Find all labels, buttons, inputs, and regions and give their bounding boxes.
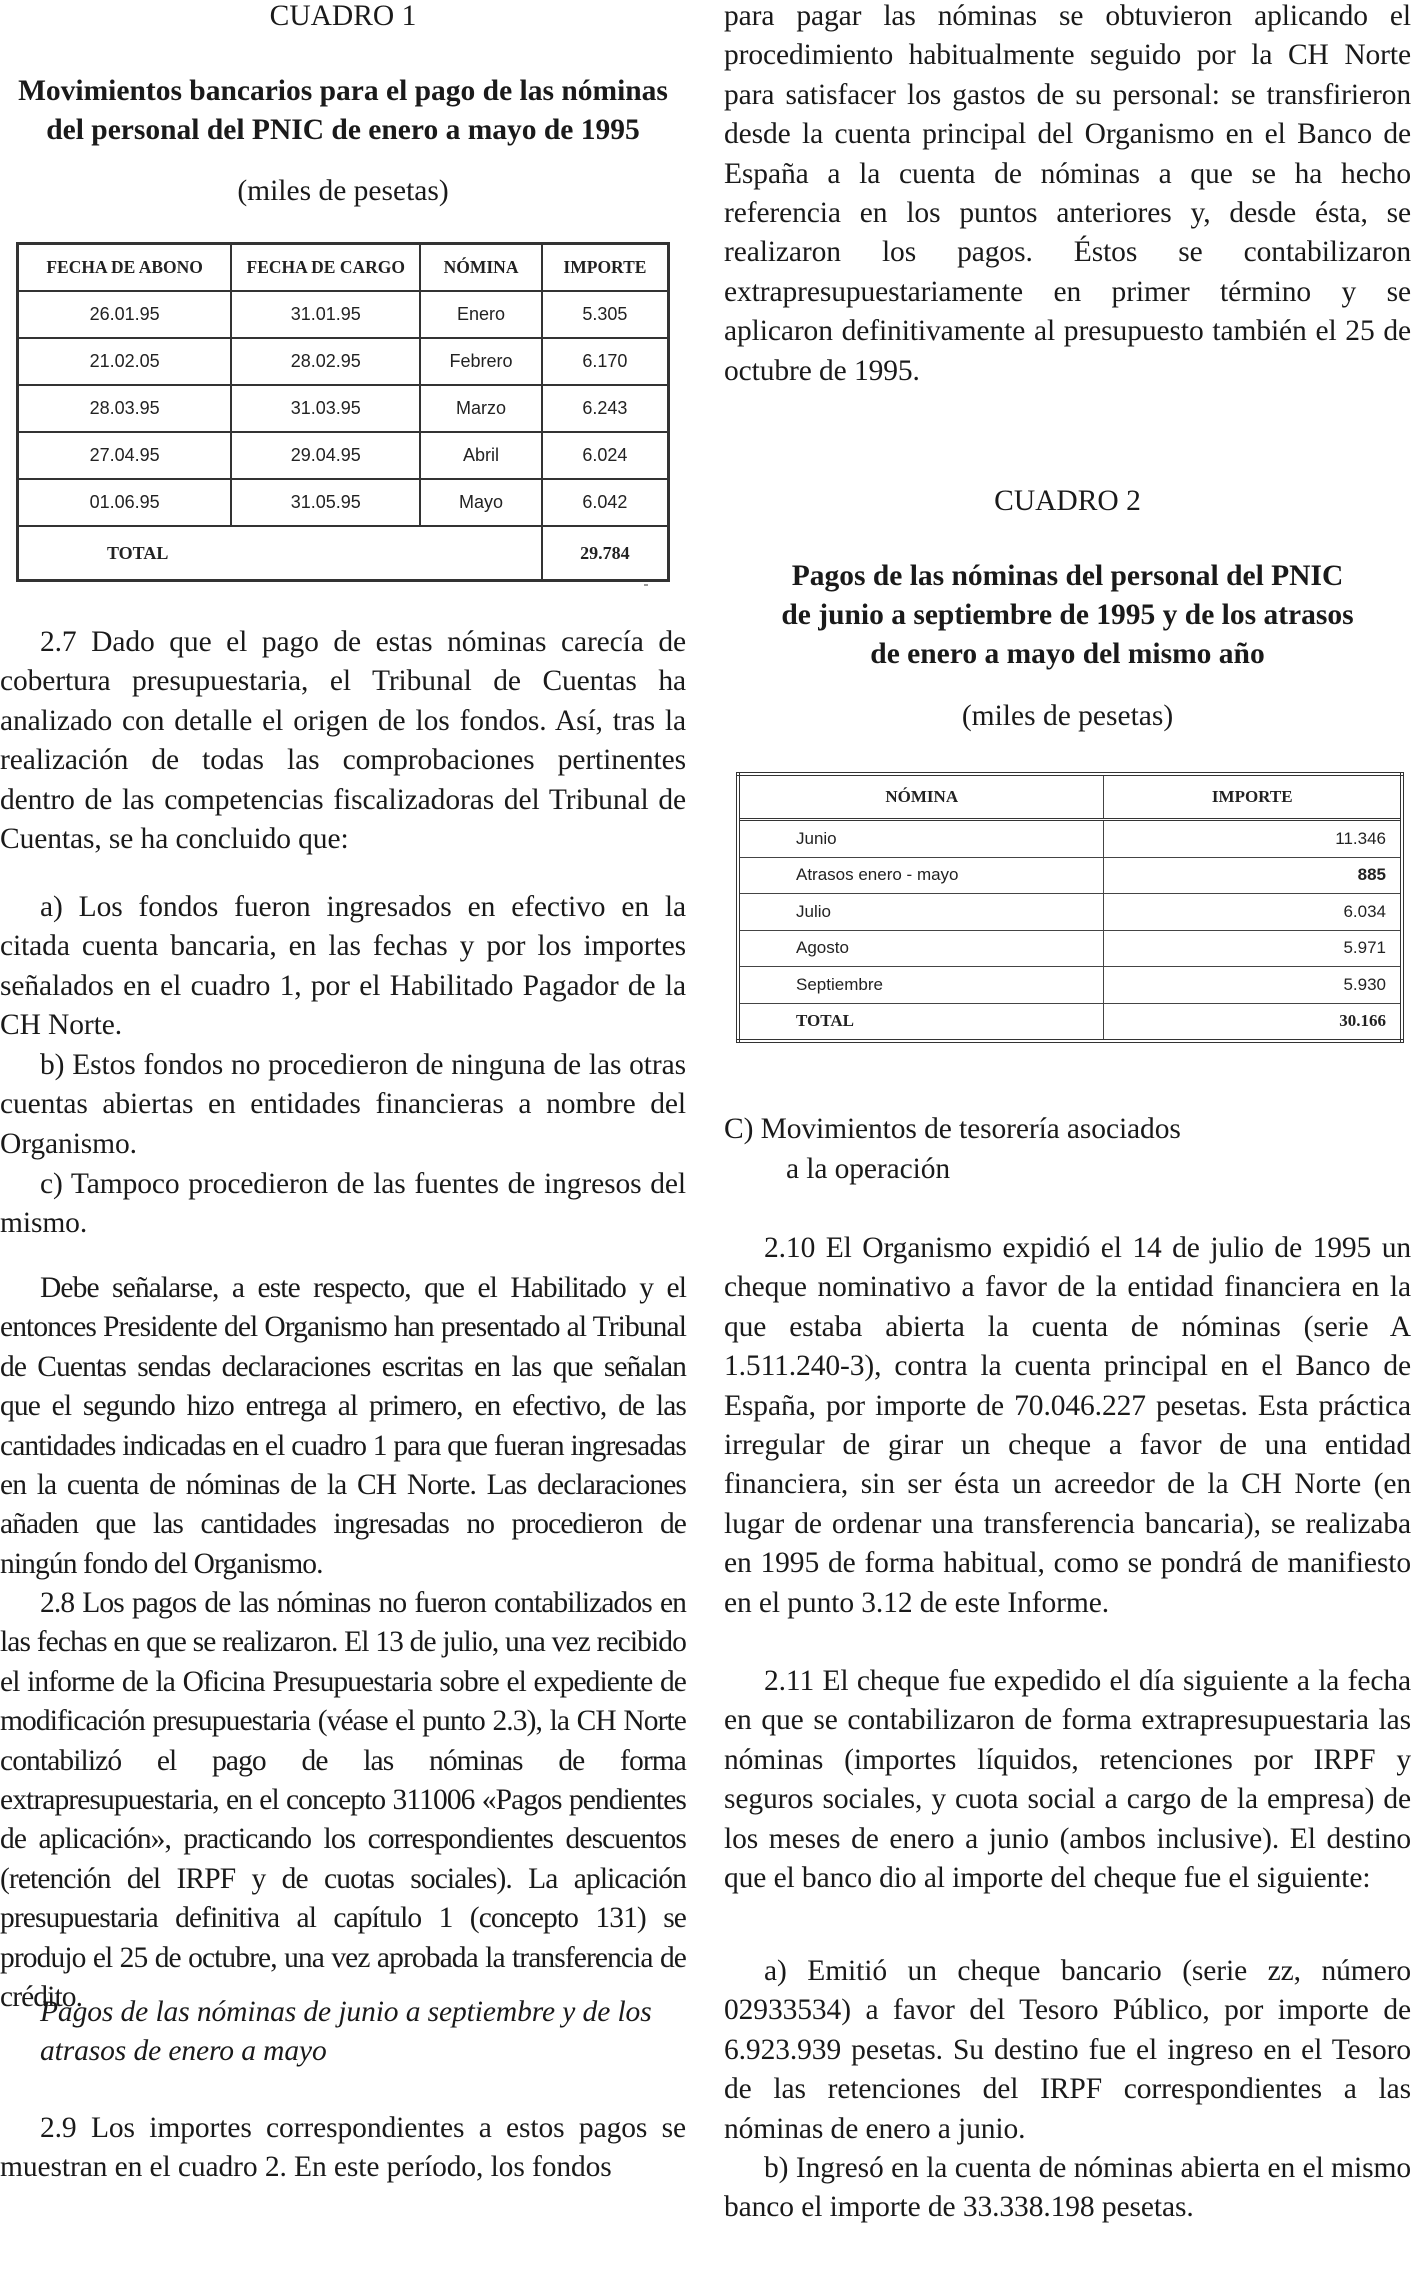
table-cell: Abril xyxy=(420,432,542,479)
column-header: IMPORTE xyxy=(542,244,669,292)
table-total-row xyxy=(18,526,669,581)
table-cell: 27.04.95 xyxy=(18,432,232,479)
paragraph-right-b: b) Ingresó en la cuenta de nóminas abierta en el mismo banco el importe de 33.338.198 pesetas. xyxy=(724,2152,1411,2224)
table-cell: Mayo xyxy=(420,479,542,526)
table-row xyxy=(738,967,1402,1004)
paragraph-continuation: para pagar las nóminas se obtuvieron aplicando el procedimiento habitualmente seguido por la CH Norte para satisfacer los gastos de su personal: se transfirieron desde la cuenta principal del Organismo en el Banco de España a la cuenta de nóminas a que se ha hecho referencia en los puntos anteriores y, desde ésta, se realizaron los pagos. Éstos se contabilizaron extrapresupuestariamente en primer término y se aplicaron definitivamente al presupuesto también el 25 de octubre de 1995. xyxy=(724,0,1411,387)
table-row xyxy=(18,291,669,338)
table-cell: 6.170 xyxy=(542,338,669,385)
table-row xyxy=(738,820,1402,858)
table-cell: Febrero xyxy=(420,338,542,385)
scan-mark xyxy=(644,584,648,586)
column-header: NÓMINA xyxy=(420,244,542,292)
paragraph-c: c) Tampoco procedieron de las fuentes de ingresos del mismo. xyxy=(0,1168,686,1240)
paragraph-2-9: 2.9 Los importes correspondientes a estos pagos se muestran en el cuadro 2. En este período, los fondos xyxy=(0,2112,686,2184)
table-row xyxy=(18,385,669,432)
cuadro1-table xyxy=(16,242,670,582)
paragraph-2-7: 2.7 Dado que el pago de estas nóminas carecía de cobertura presupuestaria, el Tribunal de Cuentas ha analizado con detalle el origen de los fondos. Así, tras la realización de todas las comprobaciones pertinentes dentro de las competencias fiscalizadoras del Tribunal de Cuentas, se ha concluido que: xyxy=(0,626,686,856)
column-header: FECHA DE ABONO xyxy=(18,244,232,292)
table-cell: 6.042 xyxy=(542,479,669,526)
cuadro2-title-line2: de junio a septiembre de 1995 y de los atrasos xyxy=(781,599,1354,631)
subheading-junio-septiembre: Pagos de las nóminas de junio a septiembre y de los atrasos de enero a mayo xyxy=(40,1996,652,2068)
total-value: 30.166 xyxy=(1104,1003,1402,1041)
cuadro1-label: CUADRO 1 xyxy=(269,0,417,32)
section-c-heading-line2: a la operación xyxy=(786,1153,951,1185)
paragraph-2-11: 2.11 El cheque fue expedido el día siguiente a la fecha en que se contabilizaron de forma extrapresupuestaria las nóminas (importes líquidos, retenciones por IRPF y seguros sociales, y cuota social a cargo de la empresa) de los meses de enero a junio (ambos inclusive). El destino que el banco dio al importe del cheque fue el siguiente: xyxy=(724,1665,1411,1895)
table-cell: 28.02.95 xyxy=(231,338,420,385)
cuadro1-title-line1: Movimientos bancarios para el pago de las nóminas xyxy=(18,75,668,107)
table-cell: Enero xyxy=(420,291,542,338)
total-label: TOTAL xyxy=(18,526,542,581)
cuadro2-title-line1: Pagos de las nóminas del personal del PNIC xyxy=(791,560,1344,592)
cuadro1-title-line2: del personal del PNIC de enero a mayo de 1995 xyxy=(46,114,640,146)
paragraph-2-8: 2.8 Los pagos de las nóminas no fueron contabilizados en las fechas en que se realizaron. El 13 de julio, una vez recibido el informe de la Oficina Presupuestaria sobre el expediente de modificación presupuestaria (véase el punto 2.3), la CH Norte contabilizó el pago de las nóminas de forma extrapresupuestaria, en el concepto 311006 «Pagos pendientes de aplicación», practicando los correspondientes descuentos (retención del IRPF y de cuotas sociales). La aplicación presupuestaria definitiva al capítulo 1 (concepto 131) se produjo el 25 de octubre, una vez aprobada la transferencia de crédito. xyxy=(0,1587,686,2014)
table-header-row xyxy=(18,244,669,292)
table-cell: 11.346 xyxy=(1104,820,1402,858)
paragraph-right-a: a) Emitió un cheque bancario (serie zz, número 02933534) a favor del Tesoro Público, por importe de 6.923.939 pesetas. Su destino fue el ingreso en el Tesoro de las retenciones del IRPF correspondientes a las nóminas de enero a junio. xyxy=(724,1955,1411,2145)
total-label: TOTAL xyxy=(738,1003,1104,1041)
table-row xyxy=(18,479,669,526)
table-row xyxy=(738,857,1402,894)
table-row xyxy=(738,930,1402,967)
table-cell: Atrasos enero - mayo xyxy=(738,857,1104,894)
table-cell: 21.02.05 xyxy=(18,338,232,385)
section-c-heading-line1: C) Movimientos de tesorería asociados xyxy=(724,1113,1181,1145)
table-cell: 31.03.95 xyxy=(231,385,420,432)
table-cell: 6.243 xyxy=(542,385,669,432)
table-cell: Septiembre xyxy=(738,967,1104,1004)
table-cell: 6.024 xyxy=(542,432,669,479)
total-value: 29.784 xyxy=(542,526,669,581)
cuadro2-units: (miles de pesetas) xyxy=(961,700,1174,732)
table-cell: 01.06.95 xyxy=(18,479,232,526)
table-cell: 5.930 xyxy=(1104,967,1402,1004)
cuadro2-table xyxy=(736,772,1404,1043)
cuadro2-label: CUADRO 2 xyxy=(994,485,1141,517)
cuadro2-title-line3: de enero a mayo del mismo año xyxy=(870,638,1265,670)
paragraph-a: a) Los fondos fueron ingresados en efectivo en la citada cuenta bancaria, en las fechas y por los importes señalados en el cuadro 1, por el Habilitado Pagador de la CH Norte. xyxy=(0,891,686,1042)
table-row xyxy=(18,432,669,479)
table-row xyxy=(738,894,1402,931)
table-row xyxy=(18,338,669,385)
table-cell: 5.305 xyxy=(542,291,669,338)
column-header: NÓMINA xyxy=(738,774,1104,820)
table-cell: 31.01.95 xyxy=(231,291,420,338)
table-cell: 6.034 xyxy=(1104,894,1402,931)
column-header: FECHA DE CARGO xyxy=(231,244,420,292)
table-cell: 885 xyxy=(1104,857,1402,894)
paragraph-b: b) Estos fondos no procedieron de ninguna de las otras cuentas abiertas en entidades financieras a nombre del Organismo. xyxy=(0,1049,686,1160)
table-cell: Junio xyxy=(738,820,1104,858)
table-header-row xyxy=(738,774,1402,820)
table-cell: 26.01.95 xyxy=(18,291,232,338)
table-cell: Agosto xyxy=(738,930,1104,967)
table-cell: Marzo xyxy=(420,385,542,432)
column-header: IMPORTE xyxy=(1104,774,1402,820)
table-cell: Julio xyxy=(738,894,1104,931)
table-cell: 5.971 xyxy=(1104,930,1402,967)
table-cell: 28.03.95 xyxy=(18,385,232,432)
table-cell: 31.05.95 xyxy=(231,479,420,526)
paragraph-2-10: 2.10 El Organismo expidió el 14 de julio de 1995 un cheque nominativo a favor de la entidad financiera en la que estaba abierta la cuenta de nóminas (serie A 1.511.240-3), contra la cuenta principal en el Banco de España, por importe de 70.046.227 pesetas. Esta práctica irregular de girar un cheque a favor de una entidad financiera, sin ser ésta un acreedor de la CH Norte (en lugar de ordenar una transferencia bancaria), se realizaba en 1995 de forma habitual, como se pondrá de manifiesto en el punto 3.12 de este Informe. xyxy=(724,1232,1411,1619)
table-cell: 29.04.95 xyxy=(231,432,420,479)
table-total-row xyxy=(738,1003,1402,1041)
paragraph-debe: Debe señalarse, a este respecto, que el Habilitado y el entonces Presidente del Organismo han presentado al Tribunal de Cuentas sendas declaraciones escritas en las que señalan que el segundo hizo entrega al primero, en efectivo, de las cantidades indicadas en el cuadro 1 para que fueran ingresadas en la cuenta de nóminas de la CH Norte. Las declaraciones añaden que las cantidades ingresadas no procedieron de ningún fondo del Organismo. xyxy=(0,1272,686,1580)
cuadro1-units: (miles de pesetas) xyxy=(237,175,449,207)
